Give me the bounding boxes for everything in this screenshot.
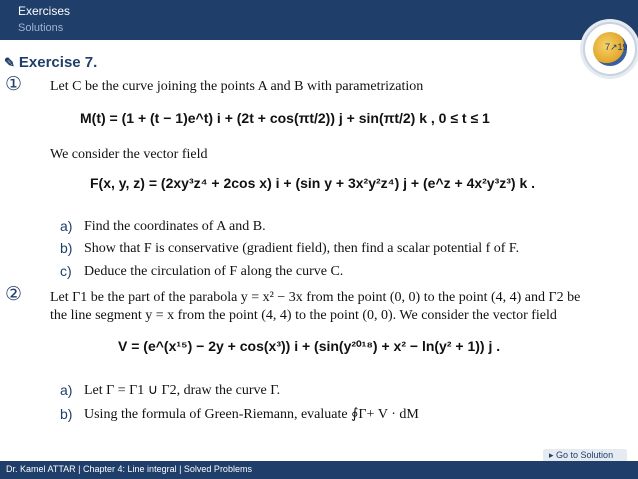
subsection-title[interactable]: Solutions [18, 22, 64, 34]
q1-part-c-text: Deduce the circulation of F along the curve C. [84, 264, 344, 279]
q2-part-a-text: Let Γ = Γ1 ∪ Γ2, draw the curve Γ. [84, 383, 281, 398]
q1-part-a-text: Find the coordinates of A and B. [84, 219, 266, 234]
section-title[interactable]: Exercises [18, 4, 71, 18]
q2-line-2: the line segment y = x from the point (4, 4) to the point (0, 0). We consider the vector field [50, 308, 557, 323]
exercise-title-text: Exercise 7. [18, 54, 98, 71]
q1-field-intro: We consider the vector field [50, 147, 208, 162]
q1-part-a-label: a) [60, 218, 73, 234]
q1-vector-field: F(x, y, z) = (2xy³z⁴ + 2cos x) i + (sin y + 3x²y²z⁴) j + (e^z + 4x²y³z³) k . [90, 175, 536, 191]
footer-bar [0, 461, 638, 479]
q2-vector-field: V = (e^(x¹⁵) − 2y + cos(x³)) i + (sin(y²⁰¹⁸) + x² − ln(y² + 1)) j . [118, 338, 501, 354]
q2-part-a-label: a) [60, 382, 73, 398]
go-to-solution-label: Go to Solution [556, 450, 614, 460]
q1-part-b-label: b) [60, 240, 73, 256]
question-2-number: ② [5, 283, 23, 305]
q1-part-b-text: Show that F is conservative (gradient field), then find a scalar potential f of F. [84, 241, 520, 256]
q2-part-b-label: b) [60, 406, 73, 422]
footer-text: Dr. Kamel ATTAR | Chapter 4: Line integral | Solved Problems [6, 464, 252, 474]
q1-part-c-label: c) [60, 263, 72, 279]
q2-part-b-text: Using the formula of Green-Riemann, evaluate ∮Γ+ V · dM [84, 407, 419, 422]
question-1-number: ① [5, 73, 23, 95]
q2-line-1: Let Γ1 be the part of the parabola y = x² − 3x from the point (0, 0) to the point (4, 4) and Γ2 be [50, 290, 581, 305]
q1-intro: Let C be the curve joining the points A and B with parametrization [50, 79, 424, 94]
q1-parametrization: M(t) = (1 + (t − 1)e^t) i + (2t + cos(πt/2)) j + sin(πt/2) k , 0 ≤ t ≤ 1 [80, 110, 490, 126]
pencil-icon: ✎ [4, 55, 15, 70]
header-bar [0, 0, 638, 40]
play-icon: ▸ [549, 450, 557, 460]
page-indicator: 7↗19 [605, 42, 628, 52]
exercise-title [4, 54, 97, 71]
